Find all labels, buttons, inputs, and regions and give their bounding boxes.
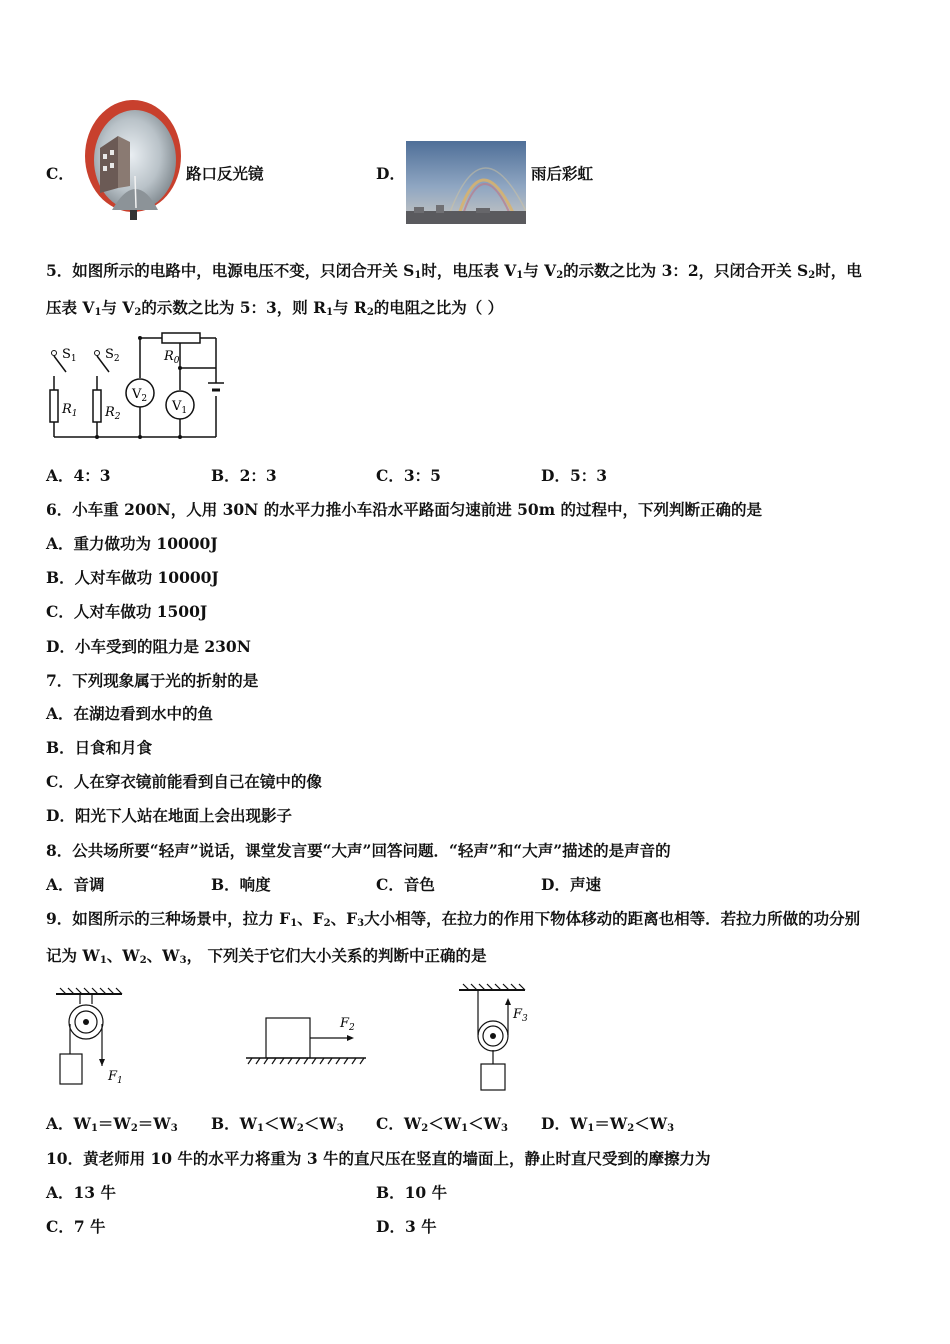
- q7-option-b: B．日食和月食: [46, 738, 153, 757]
- q8-option-a: A．音调: [46, 875, 105, 894]
- q7-option-c: C．人在穿衣镜前能看到自己在镜中的像: [46, 772, 322, 791]
- q9-block-on-floor-figure: [240, 1010, 375, 1072]
- q10-option-a: A．13 牛: [46, 1183, 116, 1202]
- q4-option-d-letter: D．: [376, 164, 405, 183]
- svg-text:F2: $F_2$: [340, 1016, 355, 1033]
- q8-option-c: C．音色: [376, 875, 435, 894]
- rainbow-image: [406, 141, 526, 224]
- q8-option-d: D．声速: [541, 875, 601, 894]
- q10-option-d: D．3 牛: [376, 1217, 437, 1236]
- svg-text:R2: $R_2$: [105, 405, 121, 422]
- q4-option-c-caption: 路口反光镜: [186, 164, 264, 183]
- svg-text:F1: $F_1$: [108, 1069, 123, 1086]
- q5-option-b: B．2：3: [211, 466, 277, 485]
- q9-stem-line2: 记为 $W_1$、$W_2$、$W_3$， 下列关于它们大小关系的判断中正确的是: [46, 946, 487, 966]
- q6-option-d: D．小车受到的阻力是 230N: [46, 637, 251, 656]
- q9-stem-line1: 9．如图所示的三种场景中，拉力 $F_1$、$F_2$、$F_3$大小相等，在拉力的作用下物体移动的距离也相等．若拉力所做的功分别: [46, 909, 861, 929]
- q7-option-a: A．在湖边看到水中的鱼: [46, 704, 214, 723]
- q5-option-d: D．5：3: [541, 466, 608, 485]
- svg-text:F3: $F_3$: [513, 1007, 528, 1024]
- q8-option-b: B．响度: [211, 875, 271, 894]
- q8-stem: 8．公共场所要“轻声”说话，课堂发言要“大声”回答问题．“轻声”和“大声”描述的是声音的: [46, 841, 671, 860]
- q4-option-d-caption: 雨后彩虹: [531, 164, 594, 183]
- svg-text:V2: $V_2$: [132, 387, 148, 404]
- q9-option-c: C．$W_2<W_1<W_3$: [376, 1114, 508, 1134]
- svg-text:R1: $R_1$: [62, 402, 78, 419]
- convex-mirror-image: [78, 98, 184, 220]
- q5-circuit-diagram: [40, 328, 230, 443]
- q6-option-a: A．重力做功为 10000J: [46, 534, 218, 553]
- q9-movable-pulley-figure: [455, 980, 535, 1094]
- q6-option-b: B．人对车做功 10000J: [46, 568, 219, 587]
- svg-text:V1: $V_1$: [172, 399, 188, 416]
- q10-option-b: B．10 牛: [376, 1183, 448, 1202]
- q5-stem-line1: 5．如图所示的电路中，电源电压不变，只闭合开关 $S_1$时，电压表 $V_1$与 $V_2$的示数之比为 3：2，只闭合开关 $S_2$时，电: [46, 261, 862, 281]
- q9-option-a: A．$W_1=W_2=W_3$: [46, 1114, 178, 1134]
- q4-option-c-letter: C．: [46, 164, 74, 183]
- q9-option-d: D．$W_1=W_2<W_3$: [541, 1114, 675, 1134]
- q9-option-b: B．$W_1<W_2<W_3$: [211, 1114, 344, 1134]
- svg-text:S1: $S_1$: [62, 347, 77, 364]
- svg-text:S2: $S_2$: [105, 347, 120, 364]
- q7-stem: 7．下列现象属于光的折射的是: [46, 671, 259, 690]
- q9-fixed-pulley-figure: [50, 986, 140, 1092]
- q5-stem-line2: 压表 $V_1$与 $V_2$的示数之比为 5：3，则 $R_1$与 $R_2$的电阻之比为（ ）: [46, 298, 504, 318]
- q6-stem: 6．小车重 200N，人用 30N 的水平力推小车沿水平路面匀速前进 50m 的过程中，下列判断正确的是: [46, 500, 762, 519]
- q10-option-c: C．7 牛: [46, 1217, 106, 1236]
- svg-text:R0: $R_0$: [164, 349, 180, 366]
- q10-stem: 10．黄老师用 10 牛的水平力将重为 3 牛的直尺压在竖直的墙面上，静止时直尺受到的摩擦力为: [46, 1149, 711, 1168]
- q5-option-a: A．4：3: [46, 466, 111, 485]
- q7-option-d: D．阳光下人站在地面上会出现影子: [46, 806, 292, 825]
- q6-option-c: C．人对车做功 1500J: [46, 602, 208, 621]
- q5-option-c: C．3：5: [376, 466, 441, 485]
